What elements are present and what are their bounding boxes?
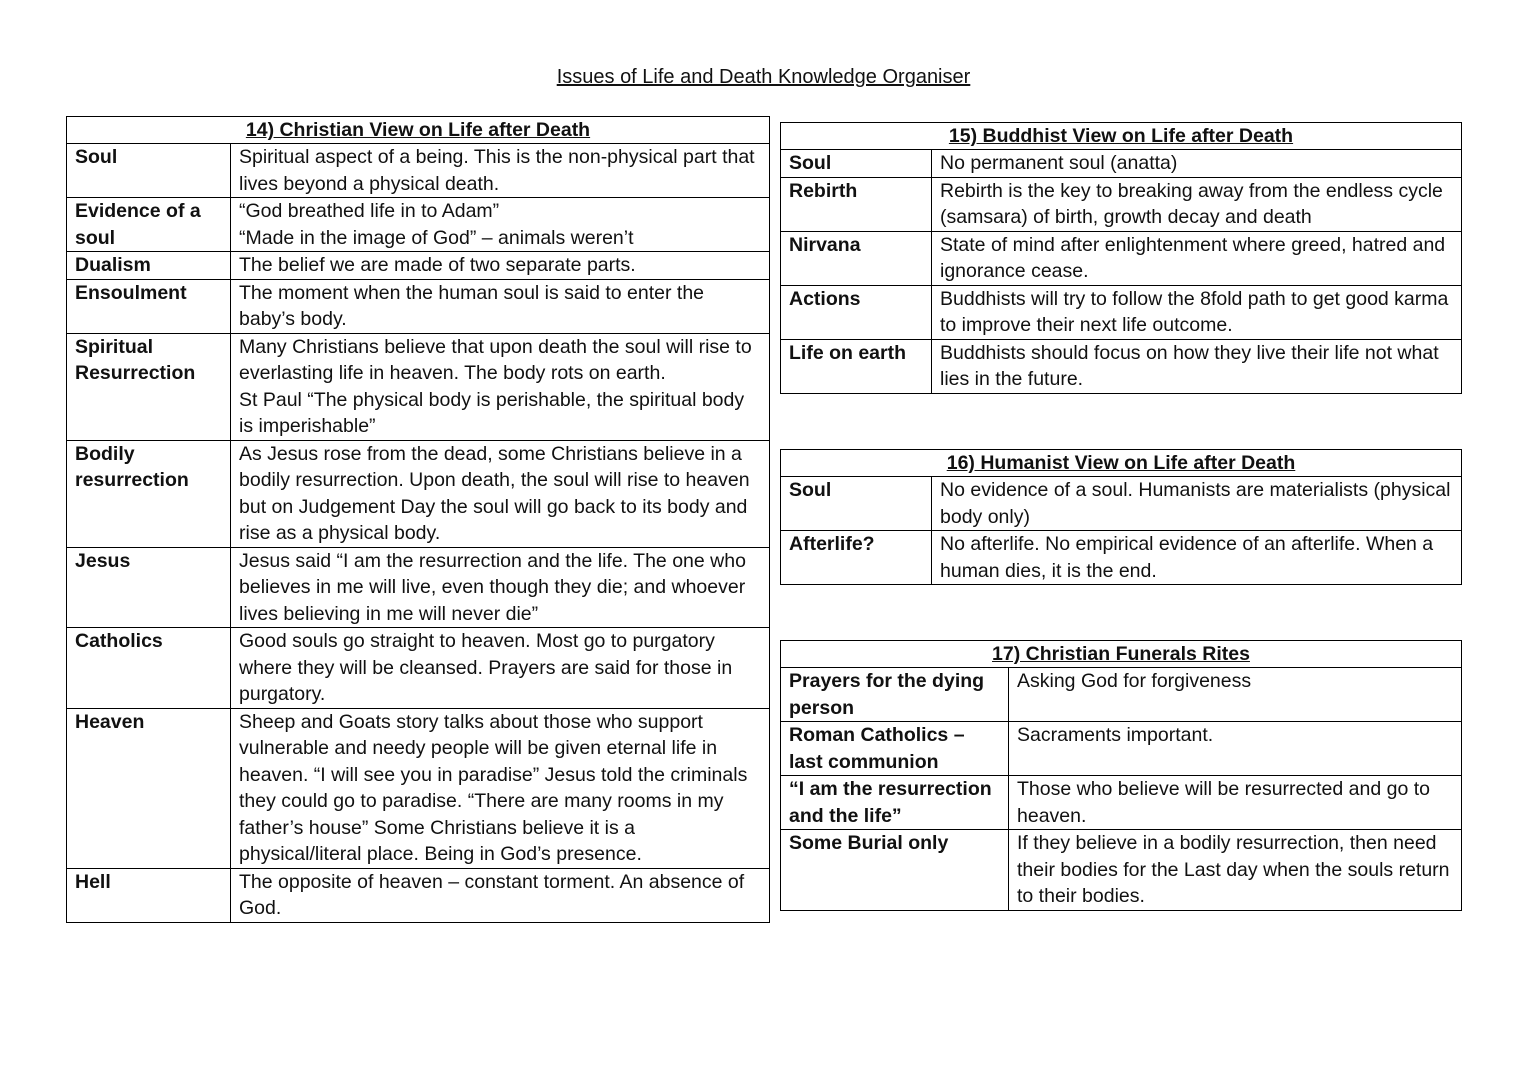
term-cell: Soul [67,144,231,198]
term-cell: Life on earth [781,339,932,393]
table-row [67,198,770,252]
description-text: Sheep and Goats story talks about those who support vulnerable and needy people will be given eternal life in heaven. “I will see you in paradise” Jesus told the criminals they could go to paradise. “There are many rooms in my father’s house” Some Christians believe it is a physical/literal place. Being in God’s presence. [239,710,748,865]
description-text: “Made in the image of God” – animals weren’t [239,226,634,249]
description-text: The moment when the human soul is said to enter the baby’s body. [239,281,705,330]
description-text: Asking God for forgiveness [1017,670,1252,692]
table-row [67,144,770,198]
description-cell [231,708,770,868]
description-cell [231,279,770,333]
description-cell [932,177,1462,231]
description-cell [1009,722,1462,776]
description-cell [231,440,770,547]
table-row [67,252,770,280]
description-text: Good souls go straight to heaven. Most go to purgatory where they will be cleansed. Prayers are said for those in purgatory. [239,630,733,705]
christian-funeral-rites-table [780,640,1462,911]
description-cell [932,339,1462,393]
term-cell: Catholics [67,628,231,709]
section-heading: 14) Christian View on Life after Death [67,117,770,144]
table-row [781,150,1462,178]
section-heading: 15) Buddhist View on Life after Death [781,123,1462,150]
term-cell: Hell [67,868,231,922]
description-cell [932,531,1462,585]
section-heading: 17) Christian Funerals Rites [781,641,1462,668]
humanist-life-after-death-table [780,449,1462,585]
description-cell [1009,830,1462,911]
term-cell: Some Burial only [781,830,1009,911]
description-cell [932,477,1462,531]
description-cell [231,198,770,252]
term-cell: “I am the resurrection and the life” [781,776,1009,830]
table-row [781,830,1462,911]
description-text: Many Christians believe that upon death the soul will rise to everlasting life in heaven. The body rots on earth. [239,335,752,384]
description-cell [932,285,1462,339]
table-row [781,339,1462,393]
description-cell [231,252,770,280]
description-text: Those who believe will be resurrected and go to heaven. [1017,778,1430,827]
table-row [67,868,770,922]
term-cell: Jesus [67,547,231,628]
table-row [67,279,770,333]
description-cell [1009,776,1462,830]
buddhist-life-after-death-table [780,122,1462,394]
table-row [781,531,1462,585]
description-text: Jesus said “I am the resurrection and the life. The one who believes in me will live, even though they die; and whoever lives believing in me will never die” [239,549,746,625]
description-text: No afterlife. No empirical evidence of an afterlife. When a human dies, it is the end. [940,533,1434,582]
christian-life-after-death-table [66,116,770,923]
term-cell: Soul [781,150,932,178]
table-row [781,177,1462,231]
description-cell [932,231,1462,285]
description-text: No permanent soul (anatta) [940,152,1178,174]
description-cell [231,333,770,440]
table-row [781,776,1462,830]
term-cell: Roman Catholics – last communion [781,722,1009,776]
table-row [781,668,1462,722]
description-cell [932,150,1462,178]
description-text: Sacraments important. [1017,724,1214,746]
table-row [781,231,1462,285]
term-cell: Ensoulment [67,279,231,333]
description-cell [231,628,770,709]
table-row [781,285,1462,339]
section-heading: 16) Humanist View on Life after Death [781,450,1462,477]
description-text: Buddhists will try to follow the 8fold path to get good karma to improve their next life outcome. [940,287,1449,336]
table-row [67,333,770,440]
description-text: If they believe in a bodily resurrection, then need their bodies for the Last day when the souls return to their bodies. [1017,832,1450,907]
description-text: As Jesus rose from the dead, some Christians believe in a bodily resurrection. Upon death, the soul will rise to heaven but on Judgement Day the soul will go back to its body and rise as a physical body. [239,442,750,544]
term-cell: Dualism [67,252,231,280]
description-text: Rebirth is the key to breaking away from the endless cycle (samsara) of birth, growth decay and death [940,179,1443,228]
term-cell: Soul [781,477,932,531]
table-row [67,547,770,628]
description-text: State of mind after enlightenment where greed, hatred and ignorance cease. [940,233,1446,282]
description-text: The opposite of heaven – constant torment. An absence of God. [239,870,745,919]
table-row [781,722,1462,776]
description-text: St Paul “The physical body is perishable, the spiritual body is imperishable” [239,388,745,437]
table-row [67,628,770,709]
description-text: Spiritual aspect of a being. This is the non-physical part that lives beyond a physical death. [239,146,755,195]
table-row [67,708,770,868]
term-cell: Prayers for the dying person [781,668,1009,722]
description-cell [231,144,770,198]
description-cell [1009,668,1462,722]
term-cell: Heaven [67,708,231,868]
term-cell: Rebirth [781,177,932,231]
description-cell [231,868,770,922]
term-cell: Afterlife? [781,531,932,585]
description-cell [231,547,770,628]
term-cell: Actions [781,285,932,339]
description-text: The belief we are made of two separate parts. [239,254,636,276]
description-text: “God breathed life in to Adam” [239,200,500,222]
table-row [67,440,770,547]
term-cell: Nirvana [781,231,932,285]
document-title: Issues of Life and Death Knowledge Organiser [556,66,971,88]
term-cell: Bodily resurrection [67,440,231,547]
term-cell: Evidence of a soul [67,198,231,252]
table-row [781,477,1462,531]
term-cell: Spiritual Resurrection [67,333,231,440]
description-text: Buddhists should focus on how they live their life not what lies in the future. [940,341,1439,390]
description-text: No evidence of a soul. Humanists are materialists (physical body only) [940,479,1451,528]
